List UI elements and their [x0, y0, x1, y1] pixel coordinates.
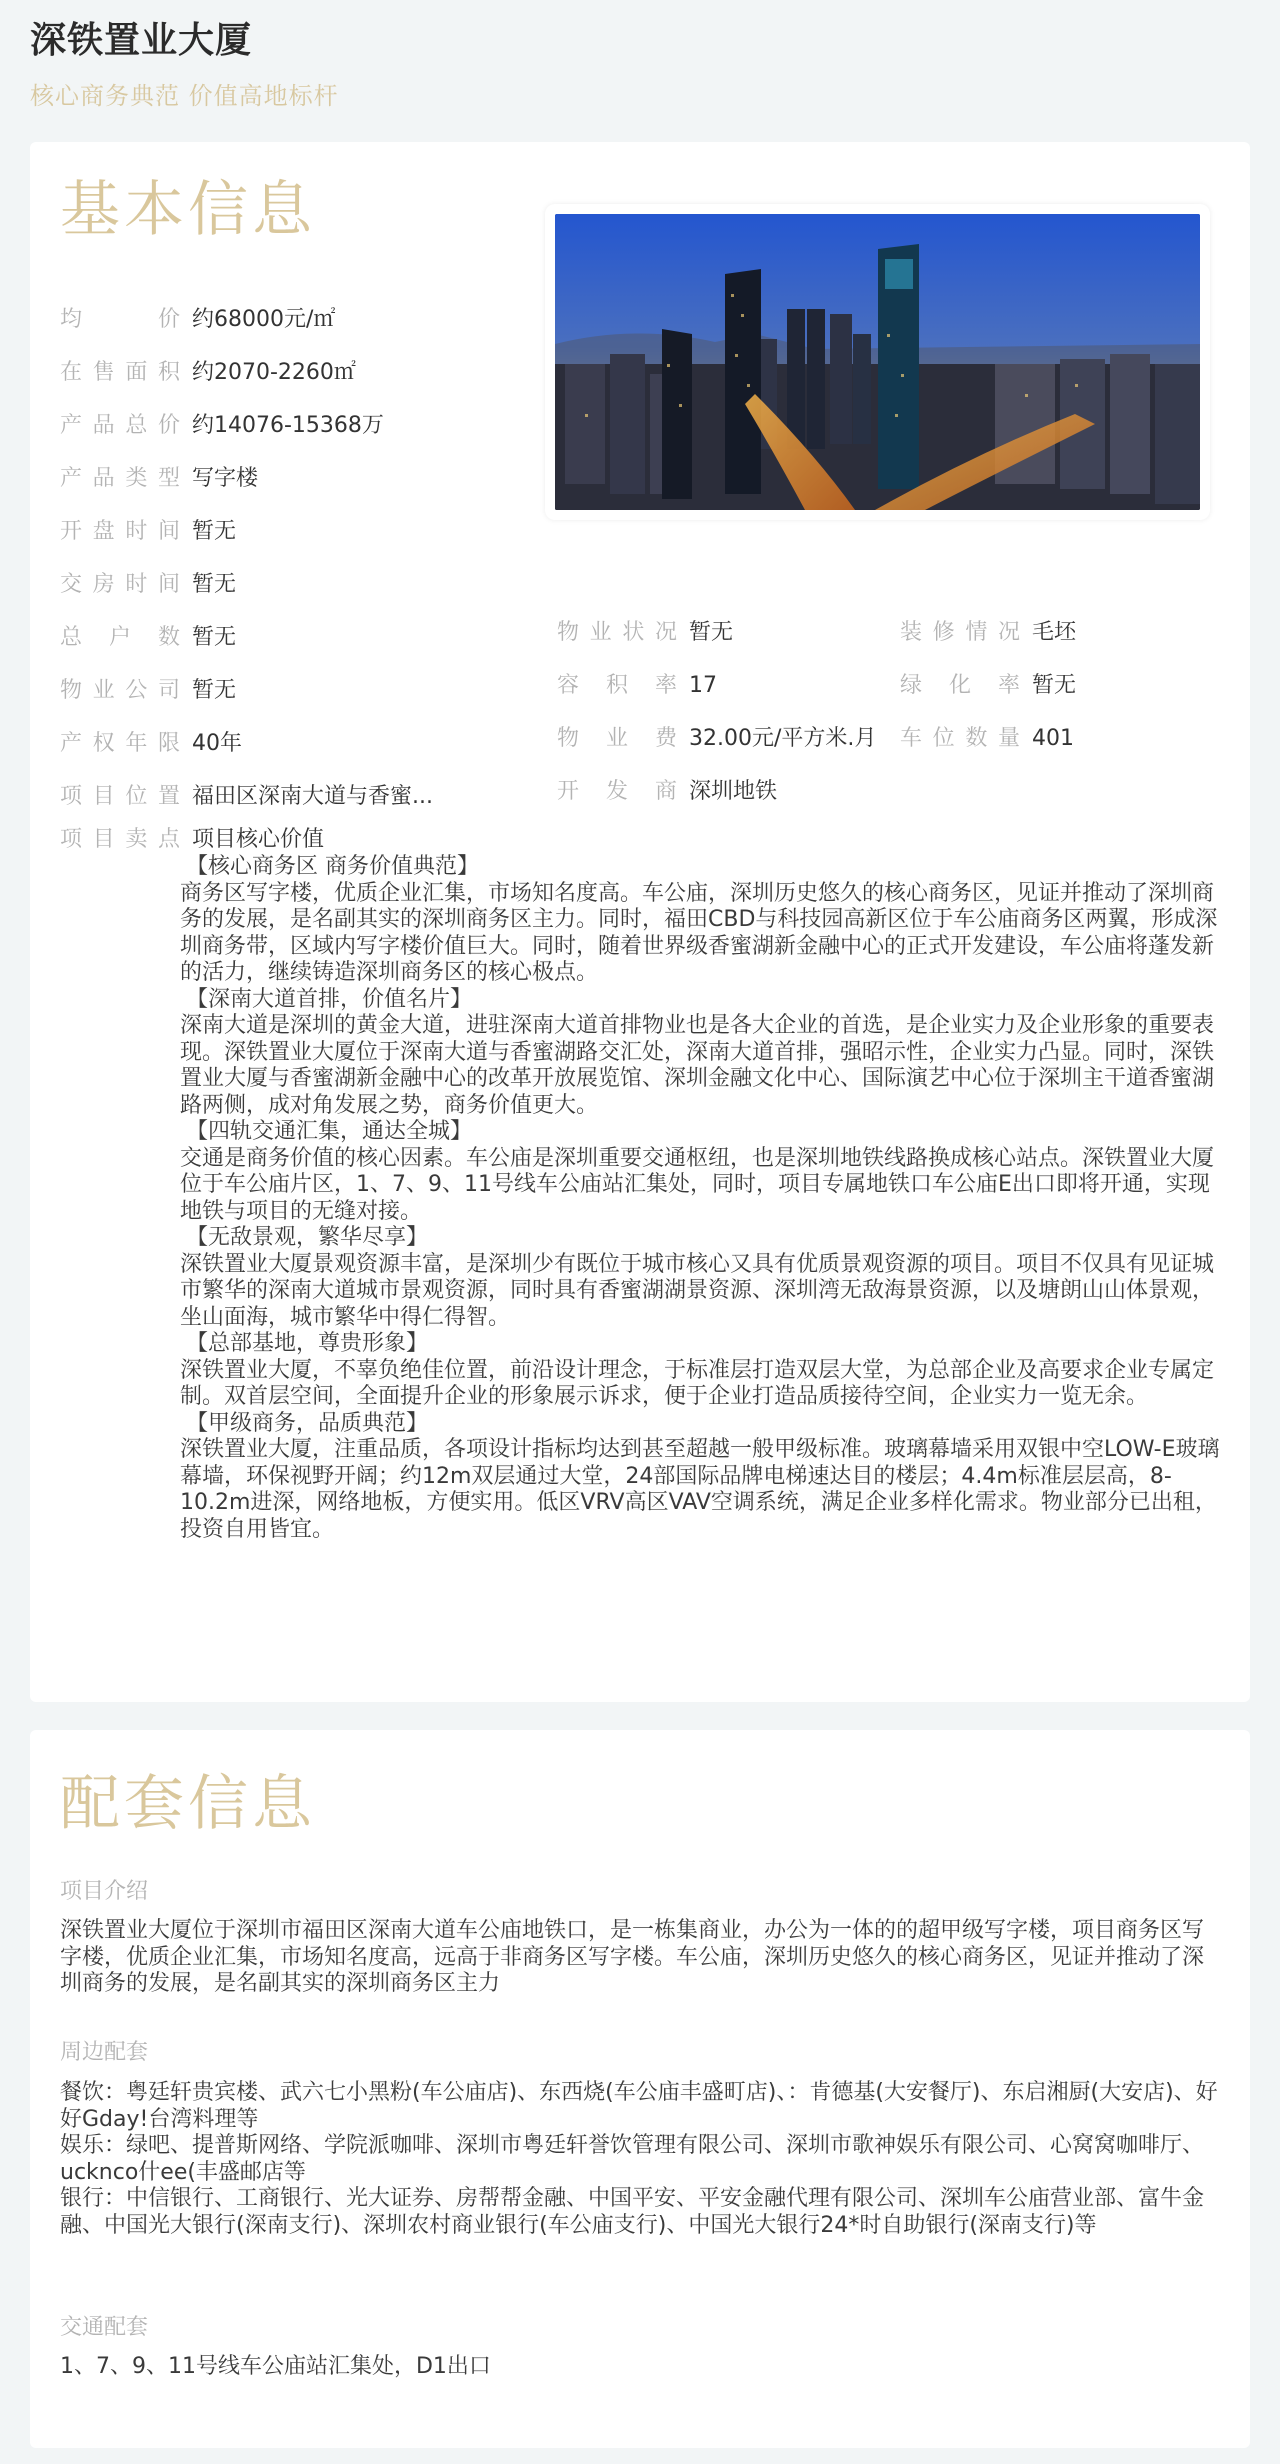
field-selling-points — [60, 825, 324, 855]
field-value: 暂无 — [1032, 673, 1077, 698]
selling-section-title: 【深南大道首排，价值名片】 — [186, 986, 473, 1012]
selling-section-title: 【总部基地，尊贵形象】 — [186, 1331, 429, 1356]
field-label: 产品总价 — [60, 413, 180, 438]
field-label: 物业公司 — [60, 678, 180, 703]
field-greening-rate — [900, 671, 1076, 701]
page-subtitle: 核心商务典范 价值高地标杆 — [30, 82, 339, 110]
field-value[interactable]: 福田区深南大道与香蜜... — [192, 784, 433, 809]
field-label: 在售面积 — [60, 360, 180, 385]
field-label: 开盘时间 — [60, 519, 180, 544]
field-value: 暂无 — [689, 620, 734, 645]
field-value: 毛坯 — [1032, 620, 1077, 645]
intro-text: 深铁置业大厦位于深圳市福田区深南大道车公庙地铁口，是一栋集商业，办公为一体的的超甲级写字楼，项目商务区写字楼，优质企业汇集，市场知名度高，远高于非商务区写字楼。车公庙，深圳历史悠久的核心商务区，见证并推动了深圳商务的发展，是名副其实的深圳商务区主力 — [60, 1918, 1205, 1996]
traffic-label: 交通配套 — [60, 2315, 149, 2340]
field-area-on-sale — [60, 358, 356, 388]
field-value: 40年 — [192, 731, 242, 756]
field-total-price — [60, 411, 384, 441]
field-opening-time — [60, 517, 236, 547]
field-value: 项目核心价值 — [192, 827, 325, 852]
selling-section-title: 【四轨交通汇集，通达全城】 — [186, 1119, 473, 1144]
facilities-card — [30, 1730, 1250, 2448]
field-property-term — [60, 729, 242, 759]
field-label: 产品类型 — [60, 466, 180, 491]
selling-section-title: 【核心商务区 商务价值典范】 — [186, 854, 479, 879]
surrounding-list — [60, 2080, 1220, 2239]
field-label: 产权年限 — [60, 731, 180, 756]
page-title: 深铁置业大厦 — [30, 20, 253, 61]
selling-section-body: 深南大道是深圳的黄金大道，进驻深南大道首排物业也是各大企业的首选，是企业实力及企业形象的重要表现。深铁置业大厦位于深南大道与香蜜湖路交汇处，深南大道首排，强昭示性，企业实力凸显。同时，深铁置业大厦与香蜜湖新金融中心的改革开放展览馆、深圳金融文化中心、国际演艺中心位于深圳主干道香蜜湖路两侧，成对角发展之势，商务价值更大。 — [180, 1013, 1215, 1118]
field-label: 容积率 — [557, 673, 677, 698]
field-value: 17 — [689, 673, 717, 698]
field-label: 开发商 — [557, 779, 677, 804]
field-label: 物业费 — [557, 726, 677, 751]
selling-section-body: 深铁置业大厦，不辜负绝佳位置，前沿设计理念，于标准层打造双层大堂，为总部企业及高要求企业专属定制。双首层空间，全面提升企业的形象展示诉求，便于企业打造品质接待空间，企业实力一览无余。 — [180, 1357, 1215, 1409]
field-total-households — [60, 623, 236, 653]
field-decoration — [900, 618, 1076, 648]
field-value: 深圳地铁 — [689, 779, 778, 804]
surrounding-dining: 餐饮：粤廷轩贵宾楼、武六七小黑粉(车公庙店)、东西烧(车公庙丰盛町店)、：肯德基(大安餐厅)、东启湘厨(大安店)、好好Gday!台湾料理等 — [60, 2080, 1218, 2132]
field-value: 约2070-2260㎡ — [192, 360, 356, 385]
field-plot-ratio — [557, 671, 717, 701]
field-property-status — [557, 618, 733, 648]
basic-info-card — [30, 142, 1250, 1702]
project-photo[interactable] — [555, 214, 1200, 510]
facilities-heading: 配套信息 — [60, 1769, 316, 1839]
city-skyline-image — [555, 214, 1200, 510]
field-label: 车位数量 — [900, 726, 1020, 751]
surrounding-banks: 银行：中信银行、工商银行、光大证券、房帮帮金融、中国平安、平安金融代理有限公司、深圳车公庙营业部、富牛金融、中国光大银行(深南支行)、深圳农村商业银行(车公庙支行)、中国光大银行24*时自助银行(深南支行)等 — [60, 2186, 1205, 2238]
field-label: 交房时间 — [60, 572, 180, 597]
field-label: 装修情况 — [900, 620, 1020, 645]
selling-section-body: 商务区写字楼，优质企业汇集，市场知名度高。车公庙，深圳历史悠久的核心商务区，见证并推动了深圳商务的发展，是名副其实的深圳商务区主力。同时，福田CBD与科技园高新区位于车公庙商务区两翼，形成深圳商务带，区域内写字楼价值巨大。同时，随着世界级香蜜湖新金融中心的正式开发建设，车公庙将蓬发新的活力，继续铸造深圳商务区的核心极点。 — [180, 880, 1218, 985]
field-label: 绿化率 — [900, 673, 1020, 698]
field-product-type — [60, 464, 258, 494]
basic-info-heading: 基本信息 — [60, 175, 316, 245]
field-value: 约68000元/㎡ — [192, 307, 336, 332]
field-delivery-time — [60, 570, 236, 600]
traffic-text: 1、7、9、11号线车公庙站汇集处，D1出口 — [60, 2354, 491, 2379]
field-label: 项目卖点 — [60, 827, 180, 852]
field-developer — [557, 777, 777, 807]
selling-section-body: 交通是商务价值的核心因素。车公庙是深圳重要交通枢纽，也是深圳地铁线路换成核心站点。深铁置业大厦位于车公庙片区，1、7、9、11号线车公庙站汇集处，同时，项目专属地铁口车公庙E出口即将开通，实现地铁与项目的无缝对接。 — [180, 1145, 1215, 1224]
field-value: 暂无 — [192, 678, 237, 703]
field-value: 约14076-15368万 — [192, 413, 384, 438]
project-photo-frame[interactable] — [545, 204, 1210, 520]
selling-points-body — [180, 854, 1230, 1543]
surrounding-entertainment: 娱乐：绿吧、提普斯网络、学院派咖啡、深圳市粤廷轩誉饮管理有限公司、深圳市歌神娱乐有限公司、心窝窝咖啡厅、ucknco什ee(丰盛邮店等 — [60, 2133, 1205, 2185]
field-project-location[interactable] — [60, 782, 433, 812]
selling-section-body: 深铁置业大厦，注重品质，各项设计指标均达到甚至超越一般甲级标准。玻璃幕墙采用双银中空LOW-E玻璃幕墙，环保视野开阔；约12m双层通过大堂，24部国际品牌电梯速达目的楼层；4.4m标准层层高，8-10.2m进深，网络地板，方便实用。低区VRV高区VAV空调系统，满足企业多样化需求。物业部分已出租，投资自用皆宜。 — [180, 1437, 1220, 1542]
field-property-fee — [557, 724, 876, 754]
field-label: 总户数 — [60, 625, 180, 650]
selling-section-title: 【甲级商务，品质典范】 — [186, 1410, 429, 1436]
selling-section-body: 深铁置业大厦景观资源丰富，是深圳少有既位于城市核心又具有优质景观资源的项目。项目不仅具有见证城市繁华的深南大道城市景观资源，同时具有香蜜湖湖景资源、深圳湾无敌海景资源，以及塘朗山山体景观，坐山面海，城市繁华中得仁得智。 — [180, 1251, 1215, 1330]
field-value: 写字楼 — [192, 466, 259, 491]
selling-section-title: 【无敌景观，繁华尽享】 — [186, 1225, 429, 1250]
field-value: 32.00元/平方米.月 — [689, 726, 877, 751]
field-label: 物业状况 — [557, 620, 677, 645]
field-property-company — [60, 676, 236, 706]
field-value: 暂无 — [192, 519, 237, 544]
surrounding-label: 周边配套 — [60, 2040, 149, 2065]
field-value: 暂无 — [192, 572, 237, 597]
field-label: 均价 — [60, 307, 180, 332]
field-parking-spaces — [900, 724, 1074, 754]
intro-label: 项目介绍 — [60, 1879, 149, 1904]
field-value: 暂无 — [192, 625, 237, 650]
field-value: 401 — [1032, 726, 1074, 751]
field-label: 项目位置 — [60, 784, 180, 809]
field-avg-price — [60, 305, 335, 335]
